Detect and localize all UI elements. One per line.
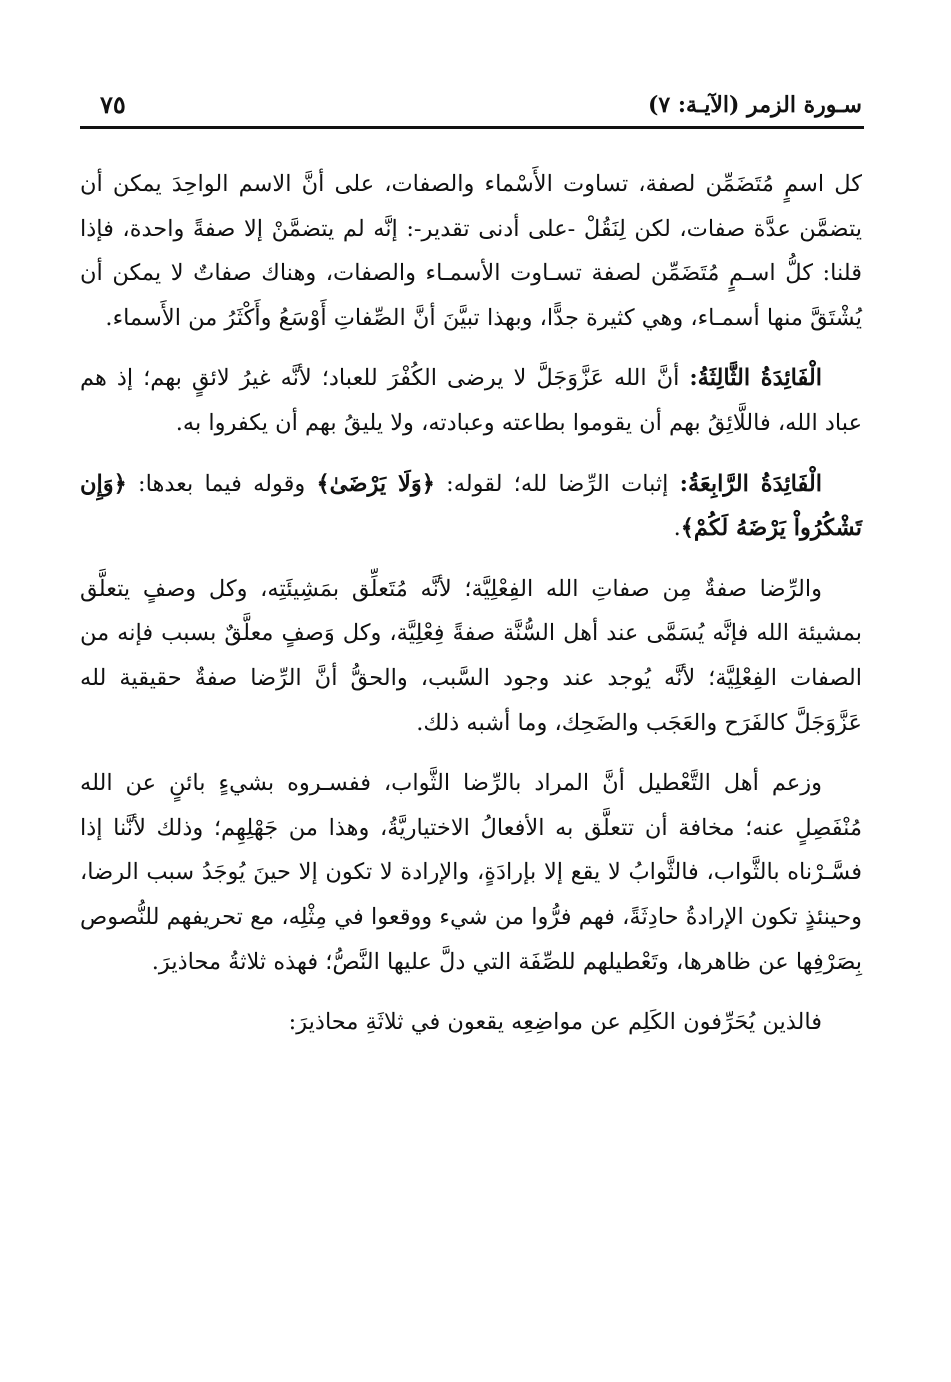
- running-title: سـورة الزمر (الآيـة: ٧): [647, 92, 862, 118]
- quran-quote-2: ﴿وَإِن تَشْكُرُواْ يَرْضَهُ لَكُمْ﴾: [80, 470, 862, 542]
- third-benefit-heading: الْفَائِدَةُ الثَّالِثَةُ:: [689, 365, 822, 392]
- page-header: [84, 86, 862, 126]
- paragraph-3: [80, 462, 862, 551]
- fourth-benefit-heading: الْفَائِدَةُ الرَّابِعَةُ:: [679, 470, 822, 497]
- paragraph-3-text-b: وقوله فيما بعدها:: [126, 470, 317, 497]
- paragraph-6: [80, 1000, 862, 1045]
- page-number: ٧٥: [100, 90, 126, 119]
- quran-quote-1: ﴿وَلَا يَرْضَىٰ﴾: [316, 470, 435, 497]
- paragraph-1-text: كل اسمٍ مُتَضَمِّن لصفة، تساوت الأَسْماء والصفات، على أنَّ الاسم الواحِدَ يمكن أن يتضمَّن عدَّة صفات، لكن لِنَقُلْ -على أدنى تقدير-: إنَّه لم يتضمَّنْ إلا صفةً واحدة، فإذا قلنا: كلُّ اسـمٍ مُتَضَمِّن لصفة تسـاوت الأسمـاء والصفات، وهناك صفاتٌ لا يمكن أن يُشْتَقَّ منها أسمـاء، وهي كثيرة جدًّا، وبهذا تبيَّنَ أنَّ الصِّفاتِ أَوْسَعُ وأَكْثَرُ من الأَسماء.: [80, 171, 862, 331]
- paragraph-2-text: أنَّ الله عَزَّوَجَلَّ لا يرضى الكُفْرَ للعباد؛ لأنَّه غيرُ لائقٍ بهم؛ إذ هم عباد الله، فاللَّائِقُ بهم أن يقوموا بطاعته وعبادته، ولا يليقُ بهم أن يكفروا به.: [80, 365, 862, 436]
- paragraph-5: [80, 761, 862, 984]
- page-body: [80, 162, 862, 1045]
- header-rule: [80, 126, 864, 129]
- paragraph-2: [80, 356, 862, 445]
- paragraph-6-text: فالذين يُحَرِّفون الكَلِم عن مواضِعِه يقعون في ثلاثَةِ محاذيرَ:: [288, 1009, 822, 1036]
- paragraph-4-text: والرِّضا صفةٌ مِن صفاتِ الله الفِعْلِيَّة؛ لأنَّه مُتَعلِّق بمَشِيئَتِه، وكل وصفٍ يتعلَّق بمشيئة الله فإنَّه يُسَمَّى عند أهل السُّنَّة صفةً فِعْلِيَّة، وكل وَصفٍ معلَّقٌ بسبب فإنه من الصفات الفِعْلِيَّة؛ لأنَّه يُوجد عند وجود السَّبب، والحقُّ أنَّ الرِّضا صفةٌ حقيقية لله عَزَّوَجَلَّ كالفَرَح والعَجَب والضَحِك، وما أشبه ذلك.: [80, 575, 862, 736]
- paragraph-3-text-a: إثبات الرِّضا لله؛ لقوله:: [434, 470, 680, 497]
- paragraph-3-text-c: .: [673, 515, 681, 542]
- paragraph-1: [80, 162, 862, 340]
- paragraph-5-text: وزعم أهل التَّعْطيل أنَّ المراد بالرِّضا الثَّواب، ففسـروه بشيءٍ بائنٍ عن الله مُنْفَصِلٍ عنه؛ مخافة أن تتعلَّق به الأفعالُ الاختياريَّةُ، وهذا من جَهْلِهِم؛ وذلك لأنَّنا إذا فسَّـرْناه بالثَّواب، فالثَّوابُ لا يقع إلا بإرادَةٍ، والإرادة لا تكون إلا حينَ يُوجَدُ سبب الرضا، وحينئذٍ تكون الإرادةُ حادِثَةً، فهم فرُّوا من شيء ووقعوا في مِثْلِه، مع تحريفهم للنُّصوص بِصَرْفِها عن ظاهرها، وتَعْطيلهم للصِّفَة التي دلَّ عليها النَّصُّ؛ فهذه ثلاثةُ محاذيرَ.: [80, 770, 862, 975]
- paragraph-4: [80, 567, 862, 745]
